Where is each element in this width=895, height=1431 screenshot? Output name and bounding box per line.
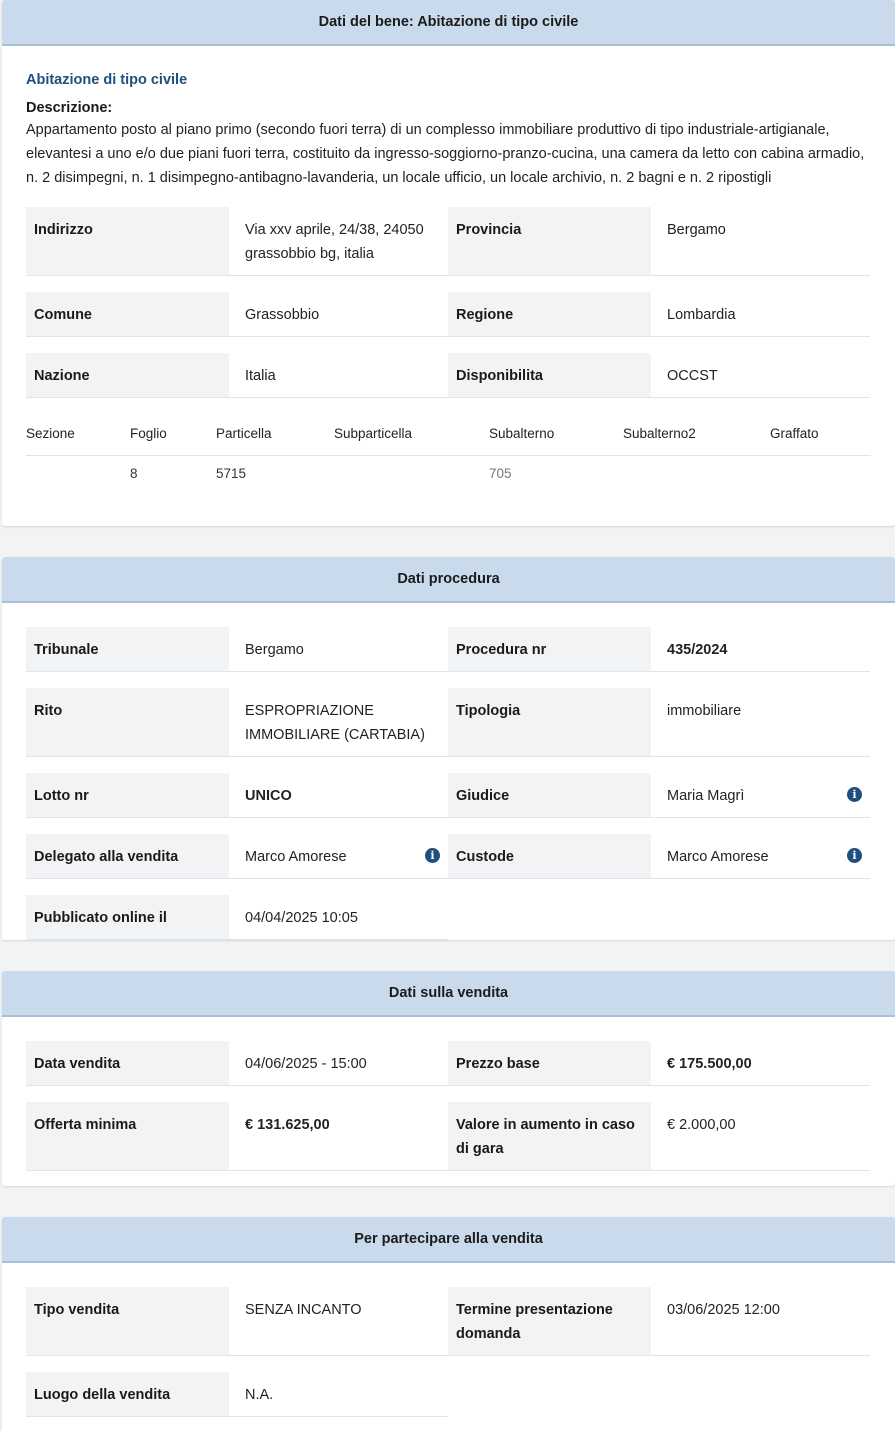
- catasto-table: [26, 426, 871, 481]
- field-value: SENZA INCANTO: [245, 1302, 362, 1318]
- field-value: 04/06/2025 - 15:00: [245, 1056, 367, 1072]
- field-value: Italia: [245, 368, 276, 384]
- field-data-vendita: [26, 1041, 448, 1086]
- field-label: Tipologia: [448, 688, 651, 756]
- field-value: N.A.: [245, 1387, 274, 1403]
- field-label: Disponibilita: [448, 353, 651, 397]
- table-row: [26, 456, 871, 481]
- field-label: Delegato alla vendita: [26, 834, 229, 878]
- field-value: Via xxv aprile, 24/38, 24050 grassobbio bg, italia: [245, 222, 424, 262]
- card-header: Per partecipare alla vendita: [2, 1217, 895, 1263]
- field-label: Provincia: [448, 207, 651, 275]
- field-label: Prezzo base: [448, 1041, 651, 1085]
- field-luogo-vendita: [26, 1372, 448, 1417]
- cell-graffato: [770, 466, 870, 481]
- field-label: Termine presentazione domanda: [448, 1287, 651, 1355]
- field-provincia: [448, 207, 870, 276]
- field-tipo-vendita: [26, 1287, 448, 1356]
- col-graffato: Graffato: [770, 426, 819, 441]
- field-value: 03/06/2025 12:00: [667, 1302, 780, 1318]
- cell-foglio: 8: [130, 466, 138, 481]
- col-subalterno2: Subalterno2: [623, 426, 696, 441]
- cell-subalterno: 705: [489, 466, 512, 481]
- col-subparticella: Subparticella: [334, 426, 413, 441]
- card-header: Dati procedura: [2, 557, 895, 603]
- field-label: Comune: [26, 292, 229, 336]
- field-pubblicato: [26, 895, 448, 940]
- field-value: Maria Magrì: [667, 788, 745, 804]
- field-label: Lotto nr: [26, 773, 229, 817]
- field-label: Regione: [448, 292, 651, 336]
- field-label: Indirizzo: [26, 207, 229, 275]
- info-icon[interactable]: i: [847, 787, 862, 802]
- field-tribunale: [26, 627, 448, 672]
- field-label: Tribunale: [26, 627, 229, 671]
- field-rito: [26, 688, 448, 757]
- field-value: € 175.500,00: [667, 1056, 752, 1072]
- field-label: Custode: [448, 834, 651, 878]
- field-lotto-nr: [26, 773, 448, 818]
- field-nazione: [26, 353, 448, 398]
- col-subalterno: Subalterno: [489, 426, 555, 441]
- field-offerta-minima: [26, 1102, 448, 1171]
- field-value: € 2.000,00: [667, 1117, 736, 1133]
- field-valore-aumento: [448, 1102, 870, 1171]
- field-label: Nazione: [26, 353, 229, 397]
- col-foglio: Foglio: [130, 426, 167, 441]
- cell-subparticella: [334, 466, 489, 481]
- field-value: Bergamo: [245, 642, 304, 658]
- description-text: Appartamento posto al piano primo (secondo fuori terra) di un complesso immobiliare produttivo di tipo industriale-artigianale, elevantesi a uno e/o due piani fuori terra, costituito da ingresso-soggiorno-pranzo-cucina, una camera da letto con cabina armadio, n. 2 disimpegni, n. 1 disimpegno-antibagno-lavanderia, un locale ufficio, un locale archivio, n. 2 bagni e n. 2 ripostigli: [26, 122, 865, 186]
- field-value: Marco Amorese: [245, 849, 347, 865]
- field-label: Tipo vendita: [26, 1287, 229, 1355]
- field-prezzo-base: [448, 1041, 870, 1086]
- field-value: 435/2024: [667, 642, 728, 658]
- field-value: ESPROPRIAZIONE IMMOBILIARE (CARTABIA): [245, 703, 425, 743]
- card-dati-procedura: [2, 557, 895, 940]
- cell-particella: 5715: [216, 466, 247, 481]
- field-label: Valore in aumento in caso di gara: [448, 1102, 651, 1170]
- catasto-table-header: [26, 426, 871, 456]
- cell-subalterno2: [623, 466, 770, 481]
- field-delegato: [26, 834, 448, 879]
- bene-subtitle: Abitazione di tipo civile: [26, 72, 188, 88]
- info-icon[interactable]: i: [847, 848, 862, 863]
- card-dati-vendita: [2, 971, 895, 1186]
- field-value: Lombardia: [667, 307, 736, 323]
- field-value: € 131.625,00: [245, 1117, 330, 1133]
- field-indirizzo: [26, 207, 448, 276]
- description-label: Descrizione:: [26, 100, 113, 116]
- field-procedura-nr: [448, 627, 870, 672]
- cell-sezione: [26, 466, 130, 481]
- col-particella: Particella: [216, 426, 272, 441]
- col-sezione: Sezione: [26, 426, 75, 441]
- card-header: Dati sulla vendita: [2, 971, 895, 1017]
- field-value: immobiliare: [667, 703, 742, 719]
- field-label: Giudice: [448, 773, 651, 817]
- field-label: Pubblicato online il: [26, 895, 229, 939]
- field-tipologia: [448, 688, 870, 757]
- field-label: Procedura nr: [448, 627, 651, 671]
- field-custode: [448, 834, 870, 879]
- field-value: OCCST: [667, 368, 718, 384]
- card-partecipare: [2, 1217, 895, 1431]
- field-value: Bergamo: [667, 222, 726, 238]
- field-label: Offerta minima: [26, 1102, 229, 1170]
- field-value: 04/04/2025 10:05: [245, 910, 358, 926]
- field-disponibilita: [448, 353, 870, 398]
- field-label: Rito: [26, 688, 229, 756]
- field-giudice: [448, 773, 870, 818]
- card-dati-bene: [2, 0, 895, 526]
- field-termine-presentazione: [448, 1287, 870, 1356]
- info-icon[interactable]: i: [425, 848, 440, 863]
- field-value: Marco Amorese: [667, 849, 769, 865]
- card-header: Dati del bene: Abitazione di tipo civile: [2, 0, 895, 46]
- field-regione: [448, 292, 870, 337]
- field-value: Grassobbio: [245, 307, 320, 323]
- field-label: Luogo della vendita: [26, 1372, 229, 1416]
- field-label: Data vendita: [26, 1041, 229, 1085]
- field-value: UNICO: [245, 788, 292, 804]
- field-comune: [26, 292, 448, 337]
